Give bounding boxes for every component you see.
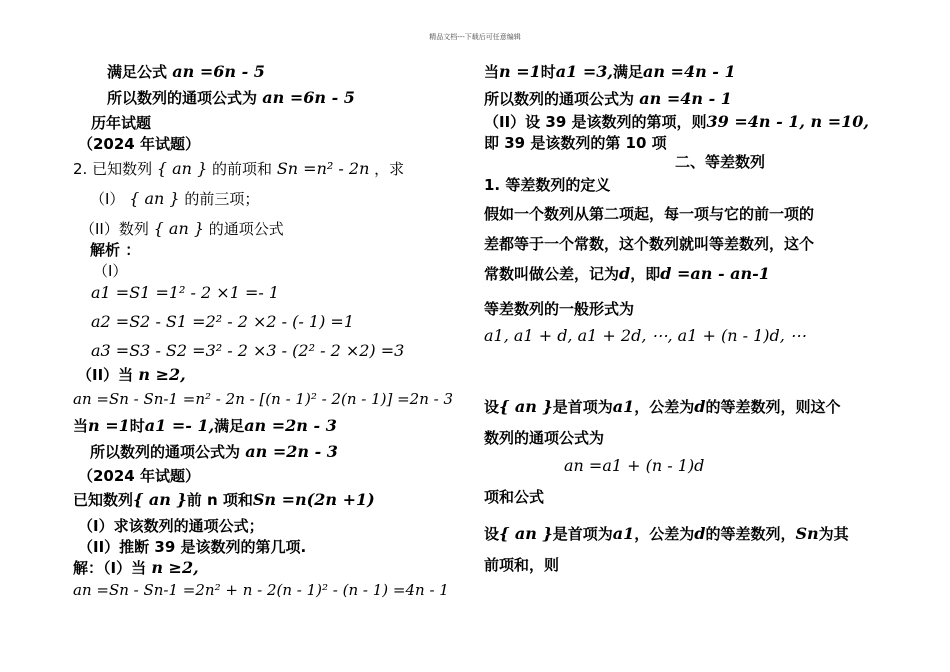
section-arithmetic-sequence: 二、等差数列 <box>675 153 766 171</box>
equation-a1: a1 =S1 =1² - 2 ×1 =- 1 <box>91 283 280 302</box>
equation-an-derivation: an =Sn - Sn-1 =n² - 2n - [(n - 1)² - 2(n - 1)] =2n - 3 <box>73 390 454 408</box>
problem-2-statement: 2. 已知数列 { an } 的前项和 Sn =n² - 2n ，求 <box>73 159 405 178</box>
equation-an-4n-1-derivation: an =Sn - Sn-1 =2n² + n - 2(n - 1)² - (n - 1) =4n - 1 <box>73 581 449 599</box>
sum-formula-continuation: 前项和，则 <box>484 556 560 574</box>
line-formula-satisfied: 满足公式 an =6n - 5 <box>107 62 265 81</box>
equation-a3: a3 =S3 - S2 =3² - 2 ×3 - (2² - 2 ×2) =3 <box>91 341 405 360</box>
line-general-term-conclusion: 所以数列的通项公式为 an =6n - 5 <box>107 88 355 107</box>
solution-label: 解析 ： <box>90 241 141 259</box>
problem-2-part-2: （II）数列 { an } 的通项公式 <box>80 219 284 238</box>
exam-year-label-2: （2024 年试题） <box>78 467 200 485</box>
page-header: 精品文档---下载后可任意编辑 <box>429 33 521 41</box>
general-term-formula: an =a1 + (n - 1)d <box>564 456 705 475</box>
solution-part-1-label: （I） <box>93 262 128 280</box>
line-general-term-4n-1: 所以数列的通项公式为 an =4n - 1 <box>484 89 732 108</box>
subsection-definition: 1. 等差数列的定义 <box>484 176 611 194</box>
problem-3-part-2: （II）推断 39 是该数列的第几项. <box>78 538 307 556</box>
sum-formula-label: 项和公式 <box>484 488 545 506</box>
line-general-term-2n-3: 所以数列的通项公式为 an =2n - 3 <box>90 442 338 461</box>
problem-3-solution-start: 解：（I）当 n ≥2, <box>73 558 199 577</box>
problem-3-part-1: （I）求该数列的通项公式； <box>78 517 264 535</box>
definition-line-1: 假如一个数列从第二项起，每一项与它的前一项的 <box>484 205 815 223</box>
exam-year-label: （2024 年试题） <box>78 135 200 153</box>
general-form-sequence: a1, a1 + d, a1 + 2d, ⋯, a1 + (n - 1)d, ⋯ <box>484 326 806 345</box>
section-past-exams: 历年试题 <box>91 114 152 132</box>
line-conclusion-10th-term: 即 39 是该数列的第 10 项 <box>484 134 667 152</box>
line-check-n1-right: 当n =1时a1 =3,满足an =4n - 1 <box>484 62 736 81</box>
definition-line-3: 常数叫做公差，记为d，即d =an - an-1 <box>484 264 770 283</box>
line-part-2-solve: （II）设 39 是该数列的第项，则39 =4n - 1, n =10, <box>484 112 869 131</box>
line-check-n1: 当n =1时a1 =- 1,满足an =2n - 3 <box>73 416 337 435</box>
solution-part-2-condition: （II）当 n ≥2, <box>77 365 186 384</box>
problem-3-statement: 已知数列{ an }前 n 项和Sn =n(2n +1) <box>73 490 375 509</box>
problem-2-part-1: （I） { an } 的前三项； <box>90 189 260 208</box>
general-form-label: 等差数列的一般形式为 <box>484 300 635 318</box>
equation-a2: a2 =S2 - S1 =2² - 2 ×2 - (- 1) =1 <box>91 312 354 331</box>
sum-formula-intro: 设{ an }是首项为a1，公差为d的等差数列，Sn为其 <box>484 524 849 543</box>
general-term-label: 数列的通项公式为 <box>484 429 605 447</box>
definition-line-2: 差都等于一个常数，这个数列就叫等差数列，这个 <box>484 235 815 253</box>
general-term-intro: 设{ an }是首项为a1，公差为d的等差数列，则这个 <box>484 397 841 416</box>
